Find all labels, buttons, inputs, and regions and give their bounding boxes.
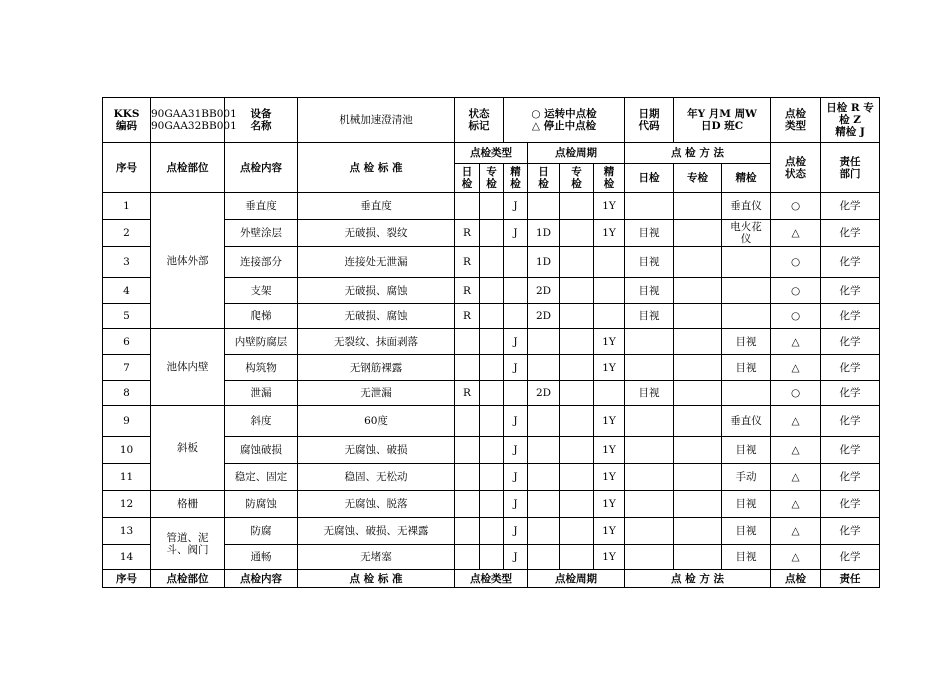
- row-cycle-daily: [528, 518, 560, 545]
- row-content: 斜度: [225, 406, 298, 437]
- row-type-special: [480, 464, 504, 491]
- row-cycle-precise: 1Y: [594, 406, 625, 437]
- row-type-special: [480, 545, 504, 570]
- row-type-special: [480, 406, 504, 437]
- row-state: △: [771, 464, 821, 491]
- footer-standard: 点 检 标 准: [298, 570, 455, 588]
- row-part: 池体外部: [151, 193, 225, 329]
- row-state: ○: [771, 193, 821, 220]
- row-method-precise: 目视: [722, 518, 771, 545]
- row-cycle-daily: [528, 355, 560, 381]
- row-cycle-precise: [594, 381, 625, 406]
- row-dept: 化学: [821, 220, 880, 247]
- inspection-table: [102, 97, 880, 588]
- row-state: △: [771, 355, 821, 381]
- row-cycle-special: [560, 329, 594, 355]
- row-method-special: [674, 406, 722, 437]
- row-cycle-daily: [528, 437, 560, 464]
- row-cycle-special: [560, 381, 594, 406]
- row-cycle-special: [560, 464, 594, 491]
- row-cycle-special: [560, 491, 594, 518]
- row-content: 外壁涂层: [225, 220, 298, 247]
- row-state: △: [771, 545, 821, 570]
- row-cycle-precise: 1Y: [594, 518, 625, 545]
- row-content: 连接部分: [225, 247, 298, 278]
- row-content: 防腐蚀: [225, 491, 298, 518]
- row-type-special: [480, 193, 504, 220]
- status-label: 状态 标记: [455, 98, 504, 143]
- row-type-daily: [455, 193, 480, 220]
- row-state: ○: [771, 381, 821, 406]
- row-dept: 化学: [821, 355, 880, 381]
- row-type-precise: J: [504, 464, 528, 491]
- row-standard: 无破损、腐蚀: [298, 278, 455, 304]
- col-type-daily: 日 检: [455, 164, 480, 193]
- row-type-daily: [455, 437, 480, 464]
- footer-seq: 序号: [103, 570, 151, 588]
- footer-part: 点检部位: [151, 570, 225, 588]
- row-method-special: [674, 220, 722, 247]
- row-method-precise: [722, 247, 771, 278]
- row-type-daily: [455, 406, 480, 437]
- row-part: 管道、泥 斗、阀门: [151, 518, 225, 570]
- row-method-daily: 目视: [625, 381, 674, 406]
- footer-method: 点 检 方 法: [625, 570, 771, 588]
- row-cycle-daily: [528, 329, 560, 355]
- row-method-precise: 目视: [722, 437, 771, 464]
- row-method-special: [674, 329, 722, 355]
- row-part: 池体内壁: [151, 329, 225, 406]
- row-cycle-daily: [528, 491, 560, 518]
- row-state: △: [771, 220, 821, 247]
- row-state: △: [771, 437, 821, 464]
- footer-content: 点检内容: [225, 570, 298, 588]
- row-state: △: [771, 491, 821, 518]
- row-dept: 化学: [821, 464, 880, 491]
- row-type-precise: J: [504, 518, 528, 545]
- row-method-special: [674, 193, 722, 220]
- row-type-special: [480, 355, 504, 381]
- column-header-row-1: [103, 143, 880, 164]
- row-seq: 8: [103, 381, 151, 406]
- row-dept: 化学: [821, 406, 880, 437]
- row-dept: 化学: [821, 491, 880, 518]
- row-type-special: [480, 220, 504, 247]
- row-cycle-daily: [528, 193, 560, 220]
- row-cycle-special: [560, 247, 594, 278]
- row-cycle-daily: 1D: [528, 247, 560, 278]
- row-cycle-precise: 1Y: [594, 464, 625, 491]
- row-cycle-precise: 1Y: [594, 355, 625, 381]
- row-standard: 无破损、腐蚀: [298, 304, 455, 329]
- row-seq: 10: [103, 437, 151, 464]
- row-method-special: [674, 518, 722, 545]
- row-type-daily: R: [455, 278, 480, 304]
- row-method-daily: 目视: [625, 304, 674, 329]
- row-type-special: [480, 381, 504, 406]
- row-type-precise: J: [504, 220, 528, 247]
- row-content: 通畅: [225, 545, 298, 570]
- row-type-special: [480, 491, 504, 518]
- date-label: 日期 代码: [625, 98, 674, 143]
- row-standard: 无腐蚀、破损: [298, 437, 455, 464]
- row-cycle-precise: 1Y: [594, 329, 625, 355]
- row-type-daily: [455, 464, 480, 491]
- row-type-precise: J: [504, 193, 528, 220]
- row-method-precise: 目视: [722, 329, 771, 355]
- col-method-precise: 精检: [722, 164, 771, 193]
- row-method-daily: [625, 437, 674, 464]
- row-cycle-daily: 2D: [528, 304, 560, 329]
- type-label: 点检 类型: [771, 98, 821, 143]
- row-dept: 化学: [821, 247, 880, 278]
- row-seq: 13: [103, 518, 151, 545]
- row-type-precise: [504, 247, 528, 278]
- col-method-group: 点 检 方 法: [625, 143, 771, 164]
- row-type-special: [480, 329, 504, 355]
- col-content: 点检内容: [225, 143, 298, 193]
- col-type-precise: 精 检: [504, 164, 528, 193]
- row-standard: 无堵塞: [298, 545, 455, 570]
- row-method-precise: [722, 381, 771, 406]
- status-legend: ○ 运转中点检 △ 停止中点检: [504, 98, 625, 143]
- row-state: ○: [771, 247, 821, 278]
- row-method-special: [674, 278, 722, 304]
- footer-cycle: 点检周期: [528, 570, 625, 588]
- footer-row: [103, 570, 880, 588]
- row-method-precise: 手动: [722, 464, 771, 491]
- row-type-precise: [504, 381, 528, 406]
- row-standard: 无钢筋裸露: [298, 355, 455, 381]
- row-standard: 无泄漏: [298, 381, 455, 406]
- footer-dept: 责任: [821, 570, 880, 588]
- row-seq: 7: [103, 355, 151, 381]
- row-content: 垂直度: [225, 193, 298, 220]
- row-method-special: [674, 304, 722, 329]
- row-seq: 5: [103, 304, 151, 329]
- row-type-precise: [504, 278, 528, 304]
- row-state: △: [771, 329, 821, 355]
- col-cycle-group: 点检周期: [528, 143, 625, 164]
- row-standard: 无腐蚀、脱落: [298, 491, 455, 518]
- row-method-daily: [625, 193, 674, 220]
- row-method-daily: [625, 464, 674, 491]
- row-content: 防腐: [225, 518, 298, 545]
- row-method-precise: 目视: [722, 545, 771, 570]
- kks-label: KKS 编码: [103, 98, 151, 143]
- row-dept: 化学: [821, 193, 880, 220]
- row-content: 构筑物: [225, 355, 298, 381]
- kks-value: 90GAA31BB001 90GAA32BB001: [151, 98, 225, 143]
- table-row: [103, 406, 880, 437]
- row-content: 腐蚀破损: [225, 437, 298, 464]
- row-standard: 60度: [298, 406, 455, 437]
- row-method-special: [674, 355, 722, 381]
- row-part: 斜板: [151, 406, 225, 491]
- row-type-daily: R: [455, 304, 480, 329]
- col-cycle-daily: 日 检: [528, 164, 560, 193]
- row-method-precise: 目视: [722, 491, 771, 518]
- row-method-daily: [625, 518, 674, 545]
- row-content: 稳定、固定: [225, 464, 298, 491]
- row-standard: 无腐蚀、破损、无裸露: [298, 518, 455, 545]
- row-cycle-special: [560, 518, 594, 545]
- row-seq: 3: [103, 247, 151, 278]
- row-method-precise: 目视: [722, 355, 771, 381]
- row-type-precise: [504, 304, 528, 329]
- row-standard: 无破损、裂纹: [298, 220, 455, 247]
- row-cycle-daily: [528, 406, 560, 437]
- row-method-precise: 电火花 仪: [722, 220, 771, 247]
- col-type-group: 点检类型: [455, 143, 528, 164]
- row-standard: 垂直度: [298, 193, 455, 220]
- row-type-special: [480, 437, 504, 464]
- row-dept: 化学: [821, 381, 880, 406]
- row-seq: 9: [103, 406, 151, 437]
- col-type-special: 专 检: [480, 164, 504, 193]
- row-cycle-special: [560, 220, 594, 247]
- row-standard: 稳固、无松动: [298, 464, 455, 491]
- row-method-special: [674, 247, 722, 278]
- row-cycle-daily: [528, 464, 560, 491]
- row-method-precise: [722, 278, 771, 304]
- row-content: 支架: [225, 278, 298, 304]
- row-type-daily: R: [455, 220, 480, 247]
- row-method-daily: [625, 406, 674, 437]
- row-method-precise: 垂直仪: [722, 193, 771, 220]
- row-type-special: [480, 304, 504, 329]
- device-label: 设备 名称: [225, 98, 298, 143]
- row-type-special: [480, 247, 504, 278]
- footer-type: 点检类型: [455, 570, 528, 588]
- row-type-daily: [455, 355, 480, 381]
- col-standard: 点 检 标 准: [298, 143, 455, 193]
- col-dept: 责任 部门: [821, 143, 880, 193]
- row-type-precise: J: [504, 491, 528, 518]
- row-state: ○: [771, 304, 821, 329]
- row-cycle-precise: 1Y: [594, 193, 625, 220]
- row-cycle-special: [560, 193, 594, 220]
- col-part: 点检部位: [151, 143, 225, 193]
- col-cycle-precise: 精 检: [594, 164, 625, 193]
- row-state: △: [771, 406, 821, 437]
- row-type-precise: J: [504, 437, 528, 464]
- row-type-daily: [455, 518, 480, 545]
- row-content: 爬梯: [225, 304, 298, 329]
- col-seq: 序号: [103, 143, 151, 193]
- row-method-daily: [625, 545, 674, 570]
- type-legend: 日检 R 专检 Z 精检 J: [821, 98, 880, 143]
- row-method-daily: 目视: [625, 278, 674, 304]
- row-cycle-daily: [528, 545, 560, 570]
- row-seq: 14: [103, 545, 151, 570]
- row-type-special: [480, 278, 504, 304]
- row-method-precise: 垂直仪: [722, 406, 771, 437]
- row-cycle-precise: 1Y: [594, 437, 625, 464]
- row-cycle-special: [560, 437, 594, 464]
- row-method-daily: [625, 491, 674, 518]
- header-row: [103, 98, 880, 143]
- col-method-special: 专检: [674, 164, 722, 193]
- row-method-daily: [625, 355, 674, 381]
- row-cycle-daily: 2D: [528, 381, 560, 406]
- row-cycle-precise: [594, 304, 625, 329]
- row-dept: 化学: [821, 437, 880, 464]
- col-state: 点检 状态: [771, 143, 821, 193]
- row-state: △: [771, 518, 821, 545]
- row-cycle-precise: 1Y: [594, 491, 625, 518]
- row-cycle-precise: [594, 278, 625, 304]
- row-cycle-special: [560, 278, 594, 304]
- row-cycle-precise: [594, 247, 625, 278]
- row-method-daily: [625, 329, 674, 355]
- row-method-special: [674, 491, 722, 518]
- date-legend: 年Y 月M 周W 日D 班C: [674, 98, 771, 143]
- row-cycle-special: [560, 304, 594, 329]
- row-method-special: [674, 381, 722, 406]
- row-standard: 连接处无泄漏: [298, 247, 455, 278]
- row-content: 泄漏: [225, 381, 298, 406]
- row-dept: 化学: [821, 329, 880, 355]
- row-seq: 2: [103, 220, 151, 247]
- row-type-daily: R: [455, 247, 480, 278]
- row-type-daily: [455, 545, 480, 570]
- row-seq: 1: [103, 193, 151, 220]
- row-seq: 4: [103, 278, 151, 304]
- row-type-precise: J: [504, 545, 528, 570]
- table-row: [103, 329, 880, 355]
- device-value: 机械加速澄清池: [298, 98, 455, 143]
- row-method-special: [674, 545, 722, 570]
- row-seq: 6: [103, 329, 151, 355]
- row-seq: 12: [103, 491, 151, 518]
- row-state: ○: [771, 278, 821, 304]
- table-row: [103, 518, 880, 545]
- row-content: 内壁防腐层: [225, 329, 298, 355]
- row-dept: 化学: [821, 278, 880, 304]
- row-cycle-precise: 1Y: [594, 220, 625, 247]
- row-cycle-special: [560, 406, 594, 437]
- footer-state: 点检: [771, 570, 821, 588]
- row-type-daily: [455, 491, 480, 518]
- row-cycle-daily: 2D: [528, 278, 560, 304]
- row-type-precise: J: [504, 406, 528, 437]
- row-cycle-special: [560, 545, 594, 570]
- table-row: [103, 491, 880, 518]
- row-method-daily: 目视: [625, 220, 674, 247]
- row-method-special: [674, 464, 722, 491]
- row-seq: 11: [103, 464, 151, 491]
- row-type-precise: J: [504, 355, 528, 381]
- row-cycle-daily: 1D: [528, 220, 560, 247]
- table-row: [103, 193, 880, 220]
- row-dept: 化学: [821, 545, 880, 570]
- row-method-daily: 目视: [625, 247, 674, 278]
- row-part: 格栅: [151, 491, 225, 518]
- row-type-daily: R: [455, 381, 480, 406]
- col-cycle-special: 专 检: [560, 164, 594, 193]
- row-type-precise: J: [504, 329, 528, 355]
- col-method-daily: 日检: [625, 164, 674, 193]
- row-method-special: [674, 437, 722, 464]
- row-standard: 无裂纹、抹面剥落: [298, 329, 455, 355]
- row-type-special: [480, 518, 504, 545]
- row-method-precise: [722, 304, 771, 329]
- row-cycle-precise: 1Y: [594, 545, 625, 570]
- row-cycle-special: [560, 355, 594, 381]
- row-type-daily: [455, 329, 480, 355]
- row-dept: 化学: [821, 304, 880, 329]
- row-dept: 化学: [821, 518, 880, 545]
